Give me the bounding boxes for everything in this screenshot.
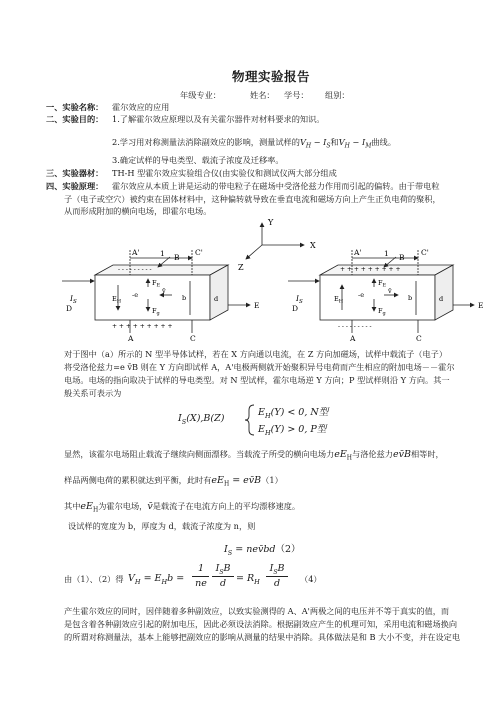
body-p4-line: 其中$eE_H$为霍尔电场，v̄是载流子在电流方向上的平均漂移速度。 — [64, 501, 301, 514]
b-label-a-bottom: A — [350, 334, 356, 343]
fraction-1-bar — [192, 576, 209, 577]
b-label-e: E — [478, 301, 484, 310]
b-label-fe: $F_E$ — [378, 279, 387, 289]
fraction-2-bar — [212, 576, 234, 577]
hall-effect-diagram — [0, 215, 500, 345]
a-label-is: $I_S$ — [70, 294, 77, 305]
section-4-line-1: 霍尔效应从本质上讲是运动的带电粒子在磁场中受洛伦兹力作用而引起的偏转。由于带电粒 — [112, 181, 440, 191]
equation-4-part-1: $V_H = E_Hb$ = — [128, 573, 185, 586]
a-label-fe: $F_E$ — [152, 279, 161, 289]
a-label-e: E — [254, 301, 260, 310]
section-4-line-2: 子（电子或空穴）被约束在固体材料中，这种偏转就导致在垂直电流和磁场方向上产生正负电荷的聚积， — [64, 194, 441, 204]
meta-grade-major: 年级专业： — [180, 90, 221, 100]
a-label-one: 1 — [160, 249, 165, 258]
b-label-d: D — [292, 304, 299, 313]
fraction-3-den: d — [273, 578, 281, 589]
equation-2: $I_S$ = nev̄bd（2） — [224, 544, 301, 557]
axis-x-label: X — [310, 241, 316, 250]
equation-1-case-2: $E_H(Y) > 0$, P型 — [258, 424, 327, 437]
a-label-d: D — [66, 304, 73, 313]
a-minus-row: - - - - - - - - - — [118, 266, 152, 273]
b-minus-bottom-row: - - - - - - - - - — [338, 323, 372, 330]
body-p7-line-2: 是包含着各种副效应引起的附加电压，因此必须设法消除。根据副效应产生的机理可知，采用电流和磁场换向 — [64, 619, 458, 629]
section-1-text: 霍尔效应的应用 — [112, 102, 170, 112]
sample-a-block — [62, 250, 250, 333]
b-label-c-prime: C' — [421, 248, 429, 257]
a-label-b-small: b — [182, 294, 187, 302]
b-label-eh: $E_H$ — [334, 295, 344, 305]
body-p2-line: 显然，该霍尔电场阻止载流子继续向侧面漂移。当载流子所受的横向电场力$eE_H$与洛伦兹力ev̄B相等时， — [64, 449, 444, 462]
fraction-3-bar — [266, 576, 288, 577]
body-p1-line-3: 电场。电场的指向取决于试样的导电类型。对 N 型试样，霍尔电场逆 Y 方向；P 型试样则沿 Y 方向。其一 — [64, 375, 450, 385]
meta-name: 姓名： — [250, 90, 275, 100]
b-label-one: 1 — [384, 249, 389, 258]
body-p1-line-2: 将受洛伦兹力=e v̄B 则在 Y 方向即试样 A，A'电极两侧就开始聚积异号电荷而产生相应的附加电场－－霍尔 — [64, 362, 455, 372]
section-2-item-2: 2.学习用对称测量法消除副效应的影响，测量试样的$V_H - I_S$和$V_H - I_M$曲线。 — [112, 137, 396, 150]
b-label-a-prime: A' — [354, 248, 362, 257]
body-p5-line: 设试样的宽度为 b，厚度为 d，载流子浓度为 n，则 — [68, 521, 256, 531]
fraction-1-num: 1 — [197, 563, 205, 574]
body-p1-line-1: 对于图中（a）所示的 N 型半导体试样，若在 X 方向通以电流，在 Z 方向加磁场，试样中载流子（电子） — [64, 349, 448, 359]
b-label-c-bottom: C — [416, 334, 422, 343]
equation-1-case-1: $E_H(Y) < 0$, N型 — [258, 407, 329, 420]
body-p1-line-4: 般关系可表示为 — [64, 388, 122, 398]
section-4-label: 四、实验原理： — [46, 181, 104, 191]
sample-b-block — [288, 250, 474, 333]
section-3-label: 三、实验器材： — [46, 168, 104, 178]
axes-icon — [246, 223, 304, 259]
b-label-b-small: b — [408, 294, 413, 302]
axis-z-label: Z — [238, 263, 244, 272]
a-label-c-bottom: C — [190, 334, 196, 343]
equation-1-lhs: $I_S(X),B(Z)$ — [178, 413, 225, 426]
meta-group: 组别： — [325, 90, 350, 100]
b-plus-top-row: + + + + + + + + + — [340, 266, 401, 273]
a-label-eh: $E_H$ — [112, 295, 122, 305]
a-label-b: B — [174, 253, 180, 262]
a-label-d-small: d — [214, 295, 219, 303]
section-3-text: TH-H 型霍尔效应实验组合仪(由实验仪和测试仪两大部分组成 — [112, 168, 337, 178]
a-label-vbar: v̄ — [162, 287, 166, 295]
fraction-3-num: $I_SB$ — [269, 563, 285, 576]
page-title: 物理实验报告 — [232, 69, 311, 84]
a-label-fg: $F_g$ — [152, 307, 160, 317]
a-label-c-prime: C' — [195, 248, 203, 257]
b-label-vbar: v̄ — [388, 287, 392, 295]
section-1-label: 一、实验名称： — [46, 102, 104, 112]
a-label-a-bottom: A — [128, 334, 134, 343]
equation-4-part-2: = $R_H$ — [236, 573, 260, 586]
brace-icon — [244, 404, 256, 436]
equation-4-number: （4） — [300, 574, 322, 584]
section-2-item-3: 3.确定试样的导电类型、载流子浓度及迁移率。 — [112, 155, 284, 165]
body-p7-line-1: 产生霍尔效应的同时，因伴随着多种副效应，以致实验测得的 A、A'两极之间的电压并不等于真实的值，而 — [64, 606, 450, 616]
body-p7-line-3: 的所谓对称测量法，基本上能够把副效应的影响从测量的结果中消除。具体做法是和 B 大小不变，并在设定电 — [64, 632, 461, 642]
section-2-label: 二、实验目的： — [46, 114, 104, 124]
b-label-b: B — [399, 253, 405, 262]
meta-student-id: 学号： — [284, 90, 309, 100]
axis-y-label: Y — [268, 218, 274, 227]
fraction-1-den: ne — [195, 578, 207, 589]
b-label-ve: -e — [358, 291, 365, 299]
section-2-item-1: 1.了解霍尔效应原理以及有关霍尔器件对材料要求的知识。 — [112, 114, 325, 124]
fraction-2-den: d — [219, 578, 227, 589]
a-label-ve: -e — [132, 291, 139, 299]
body-p6-prefix: 由（1）、（2）得 — [64, 574, 124, 584]
body-p3-line: 样品两侧电荷的累积就达到平衡，此时有$eE_H$ = ev̄B（1） — [64, 475, 283, 488]
b-label-d-small: d — [439, 295, 444, 303]
a-plus-row: + + + + + + + + + — [112, 323, 173, 330]
fraction-2-num: $I_SB$ — [215, 563, 231, 576]
b-label-fg: $F_g$ — [378, 307, 386, 317]
b-label-is: $I_S$ — [296, 294, 303, 305]
a-label-a-prime: A' — [132, 248, 140, 257]
section-4-line-3: 从而形成附加的横向电场，即霍尔电场。 — [64, 206, 212, 216]
